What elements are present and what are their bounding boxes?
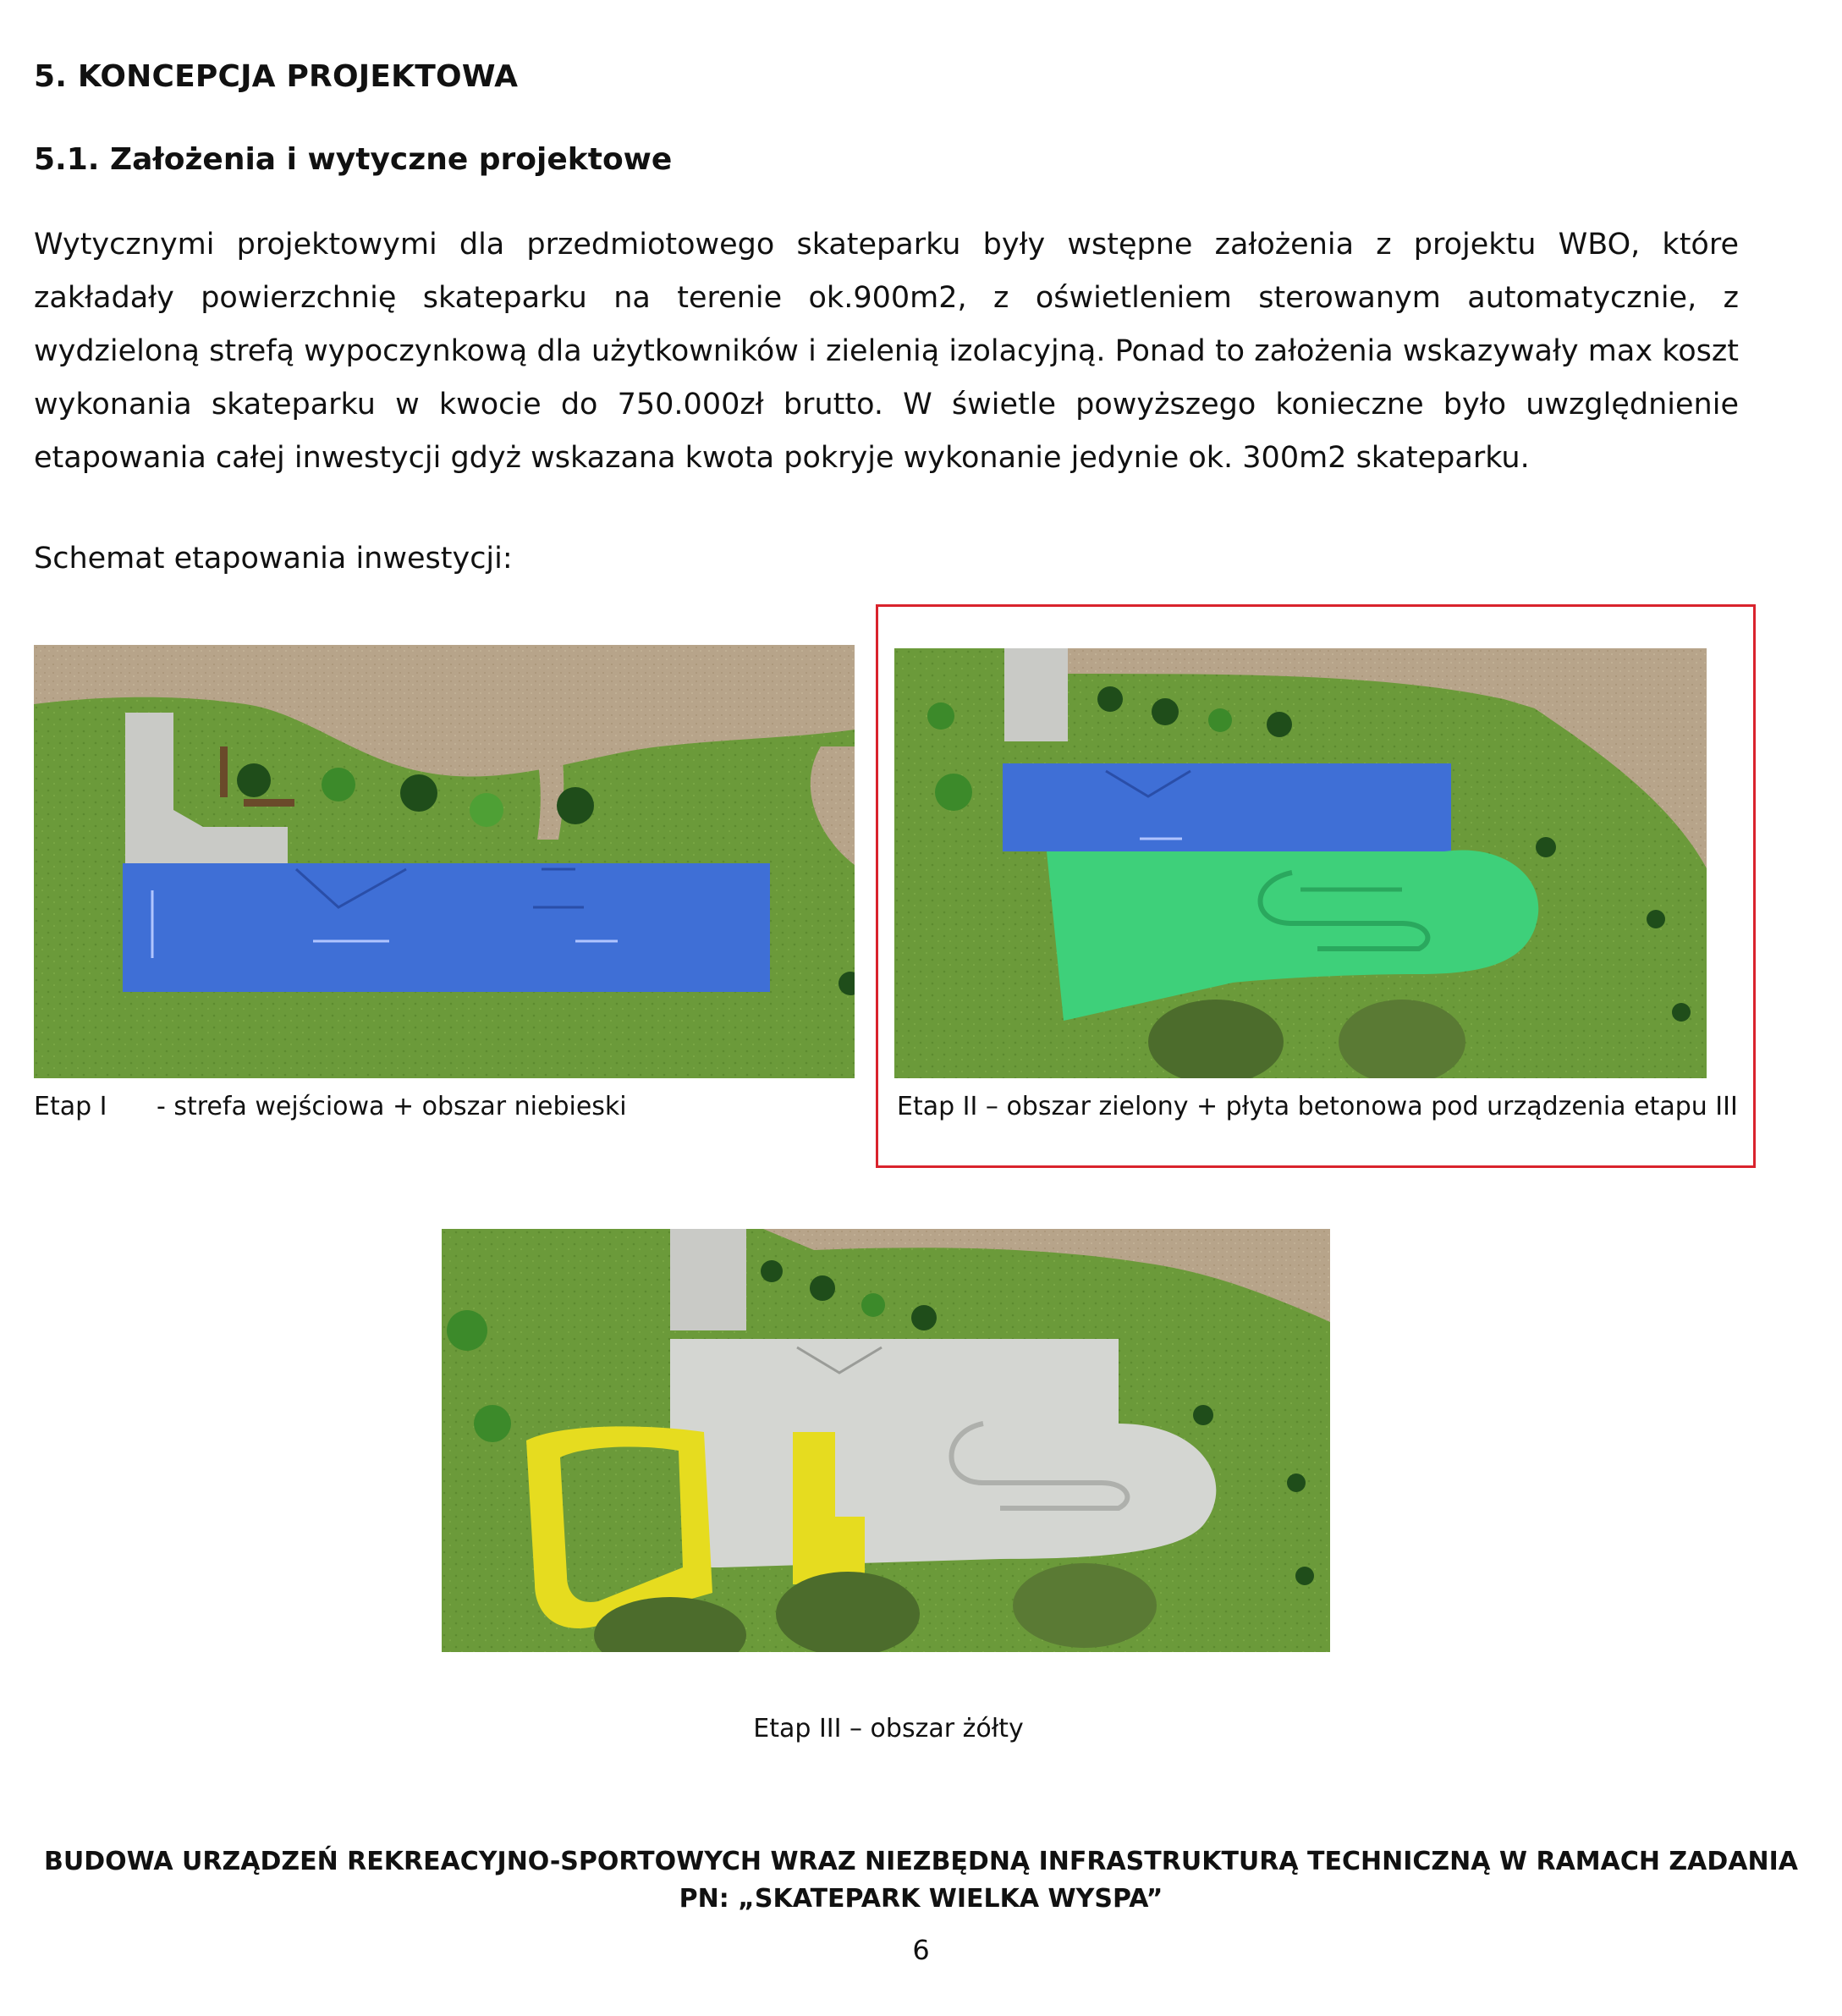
page-number: 6 (912, 1934, 930, 1966)
footer-title-line-1: BUDOWA URZĄDZEŃ REKREACYJNO-SPORTOWYCH WRAZ NIEZBĘDNĄ INFRASTRUKTURĄ TECHNICZNĄ W RAMACH ZADANIA (43, 1847, 1799, 1876)
blue-area (123, 863, 770, 992)
subsection-heading: 5.1. Założenia i wytyczne projektowe (34, 142, 673, 177)
etap-2-caption: Etap II – obszar zielony + płyta betonowa pod urządzenia etapu III (897, 1092, 1738, 1121)
etap-1-description: - strefa wejściowa + obszar niebieski (157, 1092, 627, 1121)
entrance-zone (1004, 648, 1068, 741)
etap-3-site-plan (442, 1229, 1330, 1652)
footer-title-line-2: PN: „SKATEPARK WIELKA WYSPA” (679, 1884, 1163, 1914)
etap-1-site-plan (34, 645, 855, 1078)
etap-3-caption: Etap III – obszar żółty (753, 1714, 1024, 1743)
blue-area (1003, 763, 1451, 851)
section-heading: 5. KONCEPCJA PROJEKTOWA (34, 59, 519, 94)
entrance-zone (670, 1229, 746, 1330)
schema-label: Schemat etapowania inwestycji: (34, 542, 513, 576)
etap-2-site-plan (894, 648, 1707, 1078)
body-paragraph: Wytycznymi projektowymi dla przedmiotowego skateparku były wstępne założenia z projektu WBO, które zakładały powierzchnię skateparku na terenie ok.900m2, z oświetleniem sterowanym automatycznie, z wydzieloną strefą wypoczynkową dla użytkowników i zielenią izolacyjną. Ponad to założenia wskazywały max koszt wykonania skateparku w kwocie do 750.000zł brutto. W świetle powyższego konieczne było uwzględnienie etapowania całej inwestycji gdyż wskazana kwota pokryje wykonanie jedynie ok. 300m2 skateparku. (34, 228, 1739, 475)
tree (237, 763, 271, 797)
etap-1-label: Etap I (34, 1092, 107, 1121)
